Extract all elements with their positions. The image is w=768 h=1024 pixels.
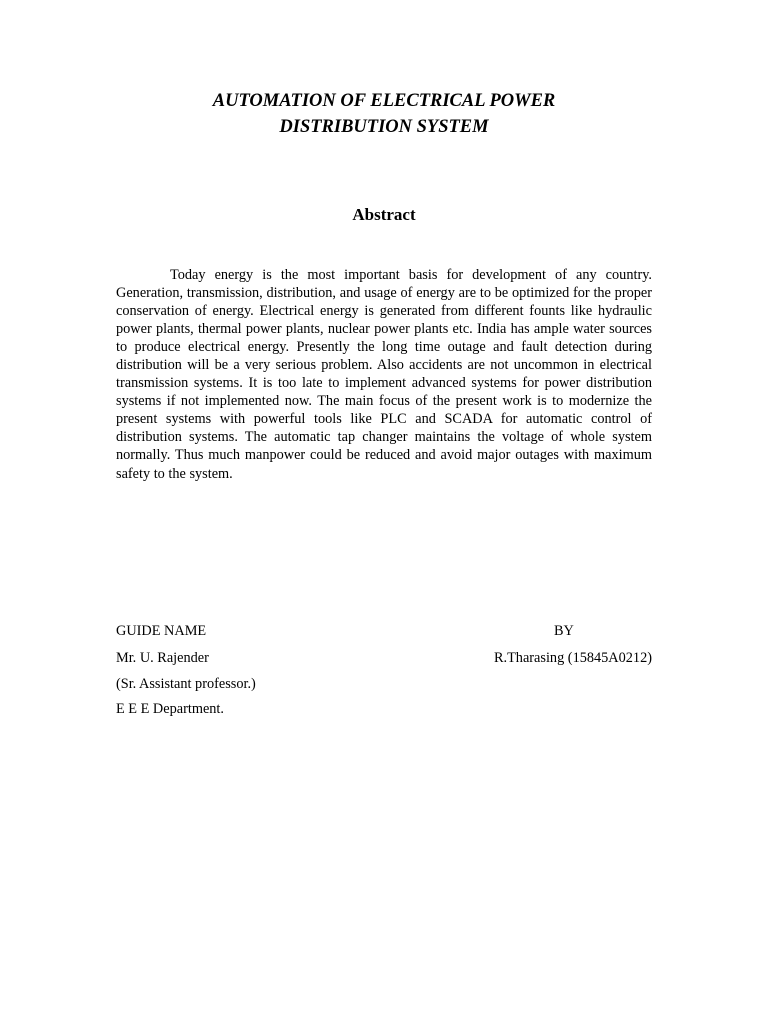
guide-title: (Sr. Assistant professor.) — [116, 676, 256, 692]
title-line-2: DISTRIBUTION SYSTEM — [279, 117, 489, 137]
guide-name: Mr. U. Rajender — [116, 650, 209, 666]
guide-department: E E E Department. — [116, 701, 224, 717]
guide-label: GUIDE NAME — [116, 623, 207, 639]
title-line-1: AUTOMATION OF ELECTRICAL POWER — [212, 91, 556, 111]
author-name: R.Tharasing (15845A0212) — [493, 650, 652, 666]
by-label: BY — [554, 623, 574, 639]
abstract-heading: Abstract — [352, 205, 416, 224]
document-title — [0, 88, 768, 140]
abstract-paragraph: Today energy is the most important basis for development of any country. Generation, transmission, distribution, and usage of energy are to be optimized for the proper conservation of energy. Electrical energy is generated from different founts like hydraulic power plants, thermal power plants, nuclear power plants etc. India has ample water sources to produce electrical energy. Presently the long time outage and fault detection during distribution will be a very serious problem. Also accidents are not uncommon in electrical transmission systems. It is too late to implement advanced systems for power distribution systems if not implemented now. The main focus of the present work is to modernize the present systems with powerful tools like PLC and SCADA for automatic control of distribution systems. The automatic tap changer maintains the voltage of whole system normally. Thus much manpower could be reduced and avoid major outages with maximum safety to the system. — [116, 267, 652, 482]
